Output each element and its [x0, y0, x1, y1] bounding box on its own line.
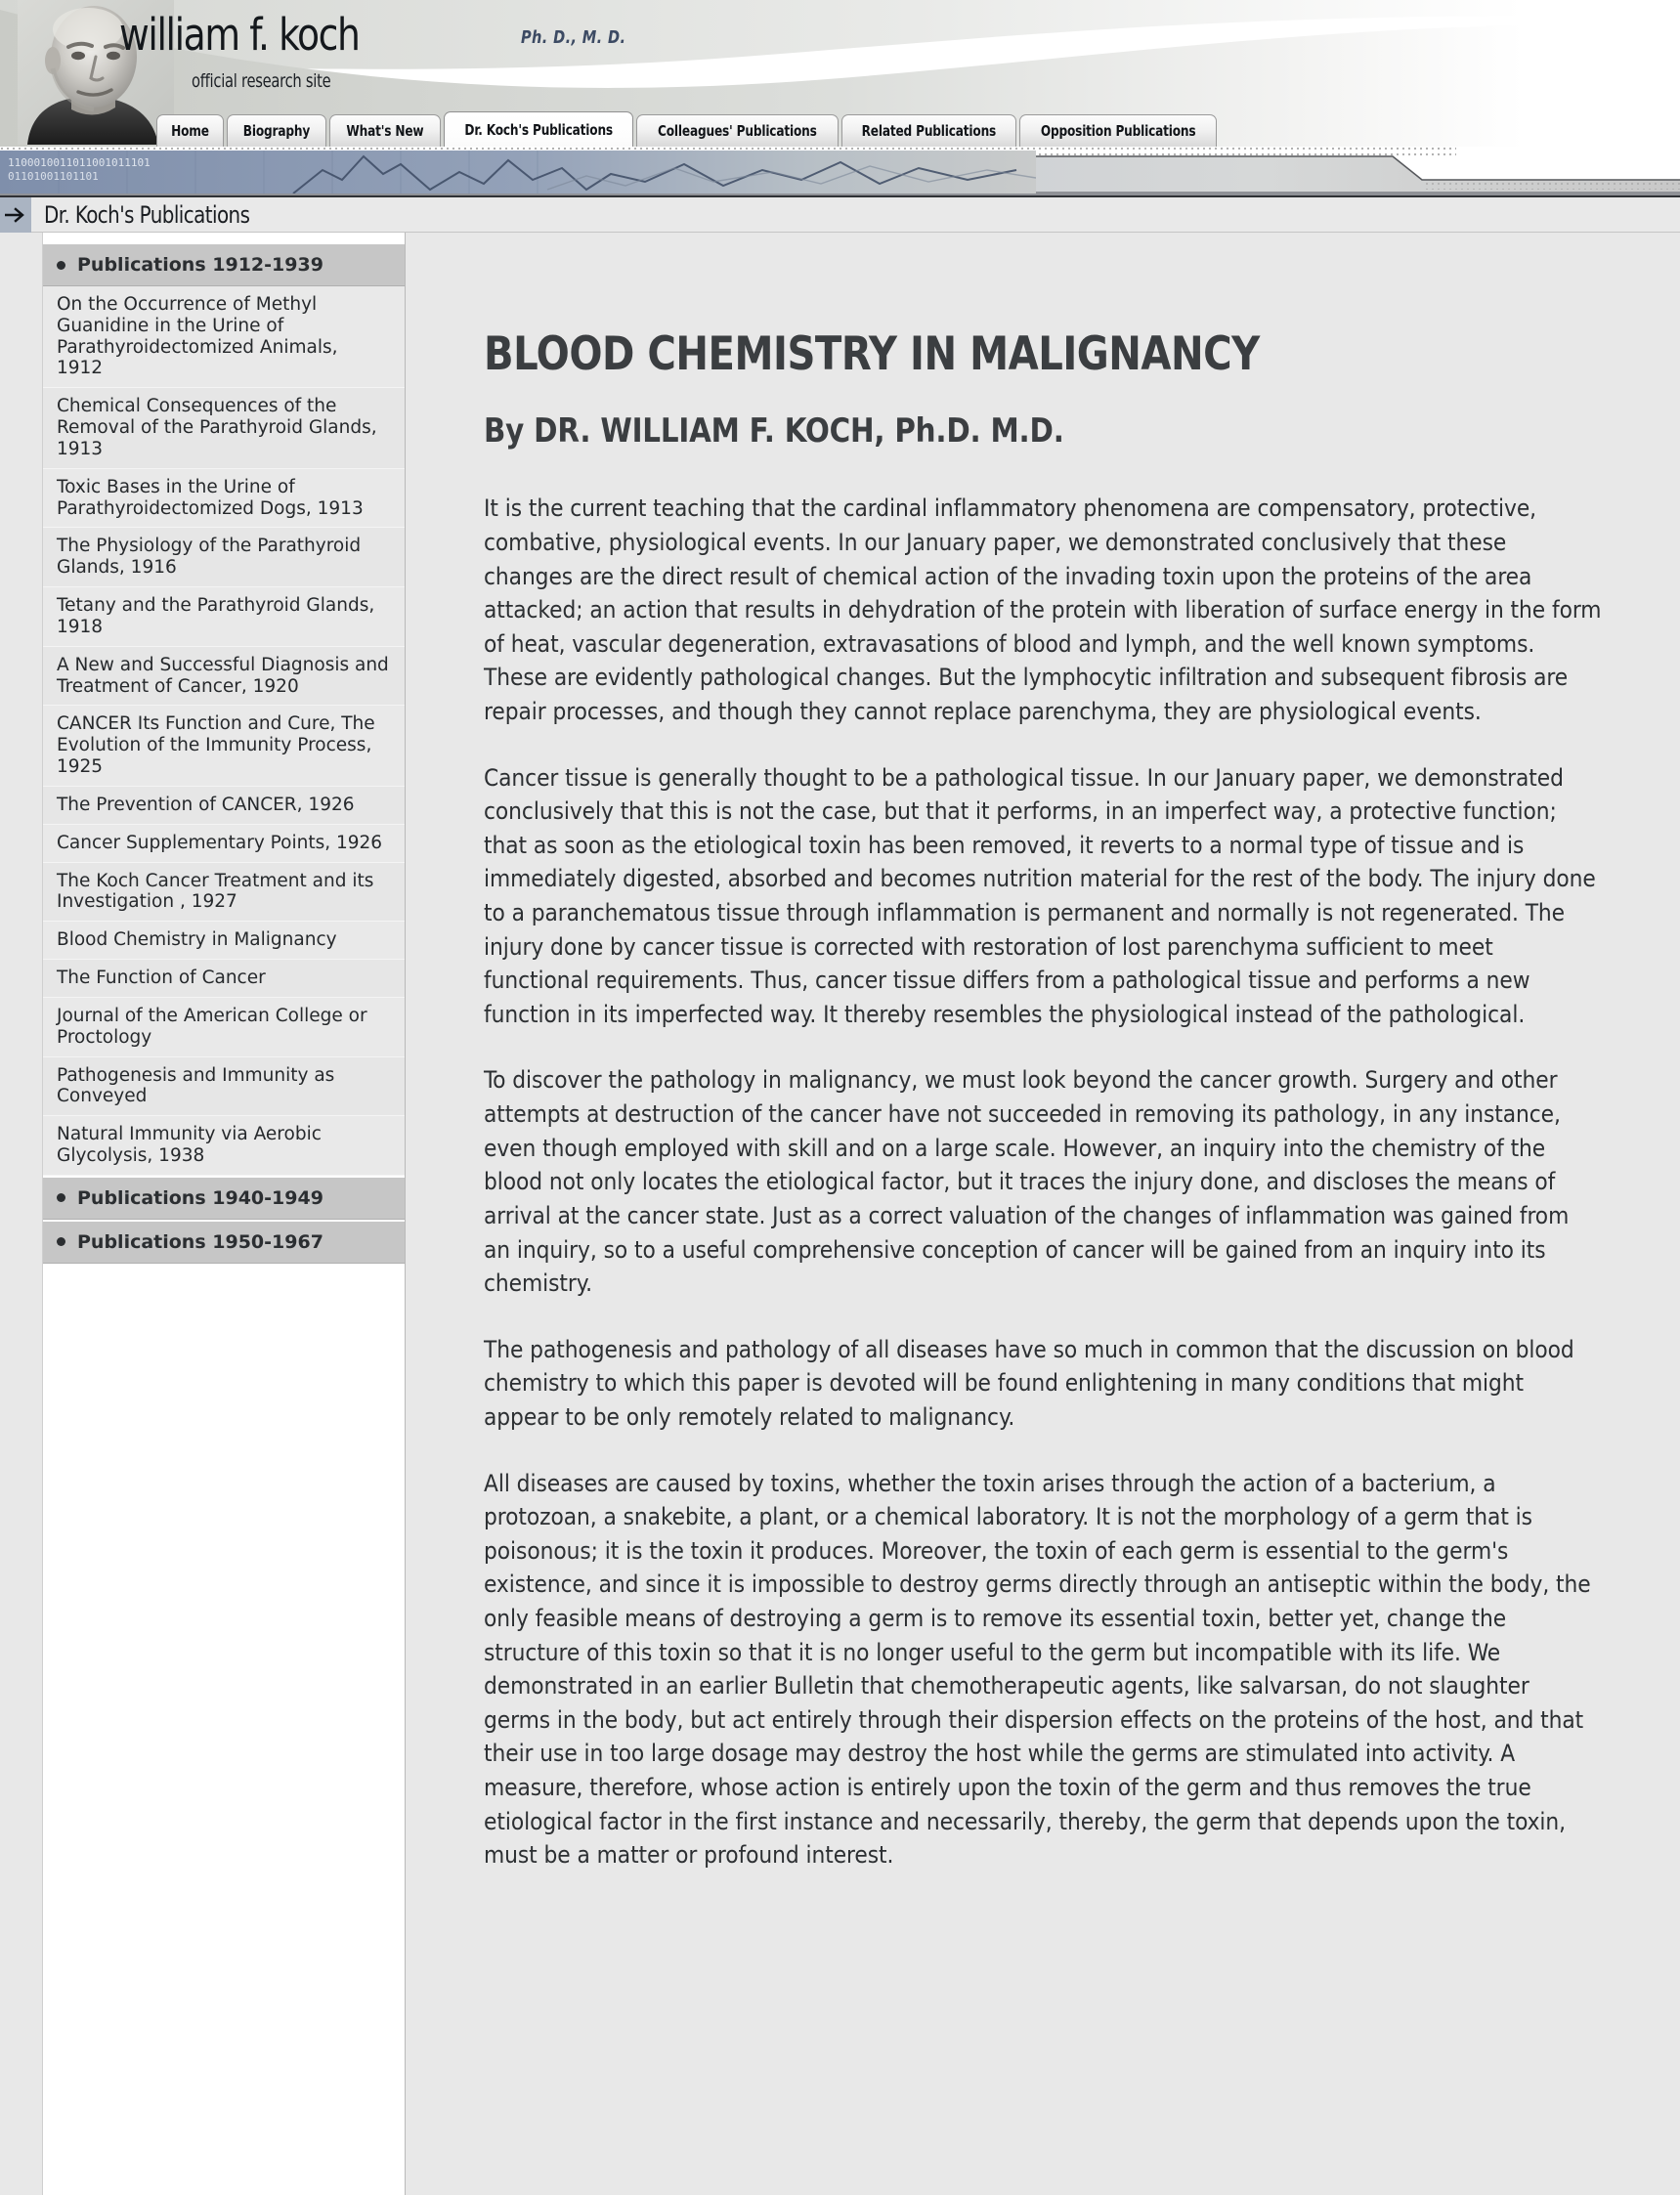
sidebar-publication-link[interactable]: CANCER Its Function and Cure, The Evolution of the Immunity Process, 1925 — [43, 706, 405, 786]
sidebar-section-label: Publications 1912-1939 — [77, 254, 323, 276]
document-author: By DR. WILLIAM F. KOCH, Ph.D. M.D. — [484, 411, 1064, 452]
nav-tab-label: Related Publications — [861, 122, 996, 140]
document-paragraphs — [484, 492, 1602, 1872]
banner-waveform-graphic — [0, 151, 1036, 194]
page-title: Dr. Koch's Publications — [44, 200, 250, 229]
nav-tab-related-publications[interactable] — [841, 114, 1016, 147]
document-paragraph: The pathogenesis and pathology of all diseases have so much in common that the discussion on blood chemistry to which this paper is devoted will be found enlightening in many conditions that might appear to be only remotely related to malignancy. — [484, 1335, 1574, 1431]
document-title: BLOOD CHEMISTRY IN MALIGNANCY — [484, 327, 1260, 381]
main-navigation-tabs — [156, 106, 1217, 147]
sidebar-section-publications-1912-1939[interactable] — [43, 242, 405, 286]
sidebar-publication-link[interactable]: Journal of the American College or Proctology — [43, 998, 405, 1057]
nav-tab-what-s-new[interactable] — [329, 114, 441, 147]
page-body — [0, 233, 1680, 2195]
nav-tab-dr-koch-s-publications[interactable] — [444, 111, 633, 147]
bullet-icon — [57, 1193, 65, 1202]
nav-tab-label: Home — [171, 122, 209, 140]
sidebar-publication-link[interactable]: The Koch Cancer Treatment and its Investigation , 1927 — [43, 863, 405, 923]
sidebar-publication-link[interactable]: Toxic Bases in the Urine of Parathyroidectomized Dogs, 1913 — [43, 469, 405, 529]
sidebar-section-label: Publications 1950-1967 — [77, 1230, 323, 1253]
decorative-banner — [0, 147, 1680, 197]
document-paragraph: Cancer tissue is generally thought to be a pathological tissue. In our January paper, we demonstrated conclusively that this is not the case, but that it performs, in an imperfect way, a protective function; that as soon as the etiological toxin has been removed, it reverts to a normal type of tissue and is immediately digested, absorbed and becomes nutrition material for the rest of the body. The injury done to a paranchematous tissue through inflammation is permanent and normally is not regenerated. The injury done by cancer tissue is corrected with restoration of lost parenchyma sufficient to meet functional requirements. Thus, cancer tissue differs from a pathological tissue and performs a new function in its imperfected way. It thereby resembles the physiological instead of the pathological. — [484, 763, 1596, 1028]
page-title-bar — [0, 197, 1680, 233]
content-spacer — [484, 1905, 1602, 2022]
sidebar-publication-link[interactable]: The Physiology of the Parathyroid Glands, 1916 — [43, 528, 405, 587]
svg-text:01101001101101: 01101001101101 — [8, 170, 99, 183]
nav-tab-home[interactable] — [156, 114, 224, 147]
nav-tab-label: Dr. Koch's Publications — [464, 120, 613, 139]
sidebar-publication-link[interactable]: The Function of Cancer — [43, 960, 405, 998]
svg-text:1100010011011001011101: 1100010011011001011101 — [8, 156, 151, 169]
nav-tab-label: Biography — [242, 122, 311, 140]
brand-degrees: Ph. D., M. D. — [521, 27, 626, 48]
nav-tab-colleagues-publications[interactable] — [636, 114, 839, 147]
sidebar-publication-link[interactable]: The Prevention of CANCER, 1926 — [43, 787, 405, 825]
sidebar-publication-link[interactable]: Blood Chemistry in Malignancy — [43, 922, 405, 960]
left-rail — [0, 233, 43, 2195]
document-paragraph: To discover the pathology in malignancy, we must look beyond the cancer growth. Surgery and other attempts at destruction of the cancer have not succeeded in removing its pathology, in any instance, even though employed with skill and on a large scale. However, an inquiry into the chemistry of the blood not only locates the etiological factor, but it traces the injury done, and discloses the means of arrival at the cancer state. Just as a correct valuation of the changes of inflammation was gained from an inquiry, so to a useful comprehensive conception of cancer will be gained from an inquiry into its chemistry. — [484, 1066, 1570, 1298]
sidebar-publication-link[interactable]: Cancer Supplementary Points, 1926 — [43, 825, 405, 863]
brand-subtitle: official research site — [192, 70, 331, 92]
site-header — [0, 0, 1680, 147]
document-paragraph: It is the current teaching that the cardinal inflammatory phenomena are compensatory, protective, combative, physiological events. In our January paper, we demonstrated conclusively that these changes are the direct result of chemical action of the invading toxin upon the proteins of the area attacked; an action that results in dehydration of the protein with liberation of surface energy in the form of heat, vascular degeneration, extravasations of blood and lymph, and the well known symptoms. These are evidently pathological changes. But the lymphocytic infiltration and subsequent fibrosis are repair processes, and though they cannot replace parenchyma, they are physiological events. — [484, 495, 1602, 725]
sidebar-section-publications-1950-1967[interactable] — [43, 1220, 405, 1264]
sidebar-publication-link[interactable]: On the Occurrence of Methyl Guanidine in the Urine of Parathyroidectomized Animals, 1912 — [43, 286, 405, 388]
sidebar-publication-link[interactable]: A New and Successful Diagnosis and Treatment of Cancer, 1920 — [43, 647, 405, 707]
nav-tab-opposition-publications[interactable] — [1019, 114, 1217, 147]
sidebar-publication-link[interactable]: Pathogenesis and Immunity as Conveyed — [43, 1057, 405, 1117]
sidebar-section-publications-1940-1949[interactable] — [43, 1176, 405, 1220]
brand-name: william f. koch — [119, 9, 360, 61]
sidebar-section-label: Publications 1940-1949 — [77, 1186, 323, 1209]
document-content — [406, 233, 1680, 2195]
nav-tab-label: Opposition Publications — [1040, 122, 1195, 140]
nav-tab-biography[interactable] — [227, 114, 326, 147]
publications-sidebar — [43, 233, 406, 2195]
sidebar-publication-link[interactable]: Tetany and the Parathyroid Glands, 1918 — [43, 587, 405, 647]
bullet-icon — [57, 1237, 65, 1246]
arrow-right-icon — [0, 197, 31, 233]
bullet-icon — [57, 261, 65, 270]
sidebar-publication-link[interactable]: Chemical Consequences of the Removal of the Parathyroid Glands, 1913 — [43, 388, 405, 468]
nav-tab-label: Colleagues' Publications — [658, 122, 817, 140]
document-paragraph: All diseases are caused by toxins, whether the toxin arises through the action of a bacterium, a protozoan, a snakebite, a plant, or a chemical laboratory. It is not the morphology of a germ that is poisonous; it is the toxin it produces. Moreover, the toxin of each germ is essential to the germ's existence, and since it is impossible to destroy germs directly through an antiseptic within the body, the only feasible means of destroying a germ is to remove its essential toxin, better yet, change the structure of this toxin so that it is no longer useful to the germ but incompatible with its life. We demonstrated in an earlier Bulletin that chemotherapeutic agents, like salvarsan, do not slaughter germs in the body, but act entirely through their dispersion effects on the proteins of the host, and that their use in too large dosage may destroy the host while the germs are stimulated into activity. A measure, therefore, whose action is entirely upon the toxin of the germ and thus removes the true etiological factor in the first instance and necessarily, thereby, the germ that depends upon the toxin, must be a matter or profound interest. — [484, 1469, 1591, 1870]
nav-tab-label: What's New — [346, 122, 424, 140]
sidebar-publication-link[interactable]: Natural Immunity via Aerobic Glycolysis, 1938 — [43, 1116, 405, 1176]
